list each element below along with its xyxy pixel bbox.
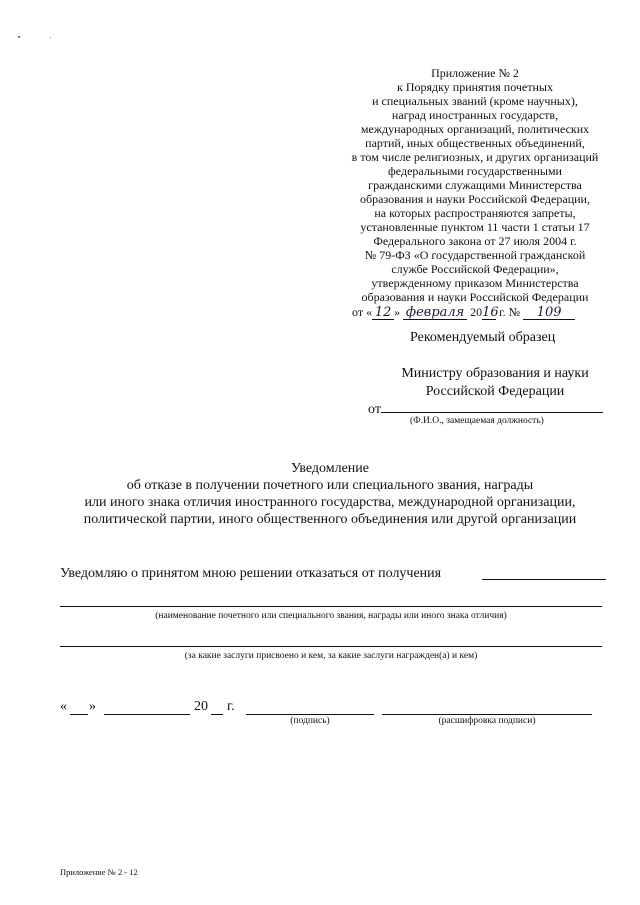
sample-label: Рекомендуемый образец xyxy=(410,330,556,345)
order-month: февраля xyxy=(403,306,467,320)
order-year-suffix: г. № xyxy=(499,305,521,319)
from-caption: (Ф.И.О., замещаемая должность) xyxy=(410,416,544,426)
header-line: гражданскими служащими Министерства xyxy=(368,178,582,192)
header-line: № 79-ФЗ «О государственной гражданской xyxy=(364,248,586,262)
header-line: наград иностранных государств, xyxy=(391,108,559,122)
header-line: и специальных званий (кроме научных), xyxy=(372,94,578,108)
header-line: международных организаций, политических xyxy=(360,122,590,136)
date-close: » xyxy=(89,699,96,714)
award-name-field[interactable] xyxy=(60,606,602,607)
scan-speck xyxy=(18,36,20,38)
from-field[interactable] xyxy=(381,400,603,413)
addressee-line1: Министру образования и науки xyxy=(401,366,589,381)
award-field-inline[interactable] xyxy=(482,579,606,580)
title-line3: или иного знака отличия иностранного государства, международной организации, xyxy=(84,495,576,510)
order-prefix: от « xyxy=(352,305,373,319)
order-date-line xyxy=(330,305,620,320)
signature-field[interactable] xyxy=(246,714,374,715)
signature-decode-caption: (расшифровка подписи) xyxy=(438,716,536,726)
notify-row xyxy=(60,566,441,582)
signature-decode-field[interactable] xyxy=(382,714,592,715)
header-line: к Порядку принятия почетных xyxy=(397,80,553,94)
header-line: установленные пунктом 11 части 1 статьи 17 xyxy=(360,220,590,234)
merits-caption: (за какие заслуги присвоено и кем, за какие заслуги награжден(а) и кем) xyxy=(184,651,478,661)
header-line: партий, иных общественных объединений, xyxy=(365,136,585,150)
signature-caption: (подпись) xyxy=(290,716,330,726)
merits-field[interactable] xyxy=(60,646,602,647)
addressee-block xyxy=(370,365,620,401)
award-name-caption: (наименование почетного или специального звания, награды или иного знака отличия) xyxy=(155,611,507,621)
date-open: « xyxy=(60,699,67,714)
header-line: службе Российской Федерации», xyxy=(391,262,559,276)
header-line: Федерального закона от 27 июля 2004 г. xyxy=(373,234,577,248)
date-day-field[interactable] xyxy=(70,714,88,715)
appendix-header xyxy=(330,66,620,320)
header-line: на которых распространяются запреты, xyxy=(374,206,576,220)
date-year-prefix: 20 xyxy=(194,699,208,714)
date-year-field[interactable] xyxy=(211,714,223,715)
header-line: Приложение № 2 xyxy=(431,66,519,80)
order-day: 12 xyxy=(372,306,394,320)
order-year-prefix: 20 xyxy=(470,305,483,319)
order-number: 109 xyxy=(523,306,575,320)
header-line: образования и науки Российской Федерации xyxy=(361,290,589,304)
title-line2: об отказе в получении почетного или специального звания, награды xyxy=(126,478,534,493)
from-label: от xyxy=(368,402,381,417)
addressee-line2: Российской Федерации xyxy=(425,384,565,399)
header-line: в том числе религиозных, и других организаций xyxy=(351,150,599,164)
title-line4: политической партии, иного общественного объединения или другой организации xyxy=(83,512,577,527)
date-month-field[interactable] xyxy=(104,714,190,715)
scan-speck xyxy=(50,37,51,38)
date-signature-row xyxy=(60,699,67,715)
page-footer: Приложение № 2 - 12 xyxy=(60,867,138,877)
notify-text: Уведомляю о принятом мною решении отказаться от получения xyxy=(60,566,442,581)
header-line: образования и науки Российской Федерации, xyxy=(360,192,590,206)
date-year-suffix: г. xyxy=(227,699,235,714)
order-mid: » xyxy=(394,305,401,319)
header-line: утвержденному приказом Министерства xyxy=(371,276,579,290)
title-line1: Уведомление xyxy=(290,461,369,476)
notice-title xyxy=(40,460,620,528)
header-line: федеральными государственными xyxy=(388,164,562,178)
order-year: 16 xyxy=(482,305,499,320)
